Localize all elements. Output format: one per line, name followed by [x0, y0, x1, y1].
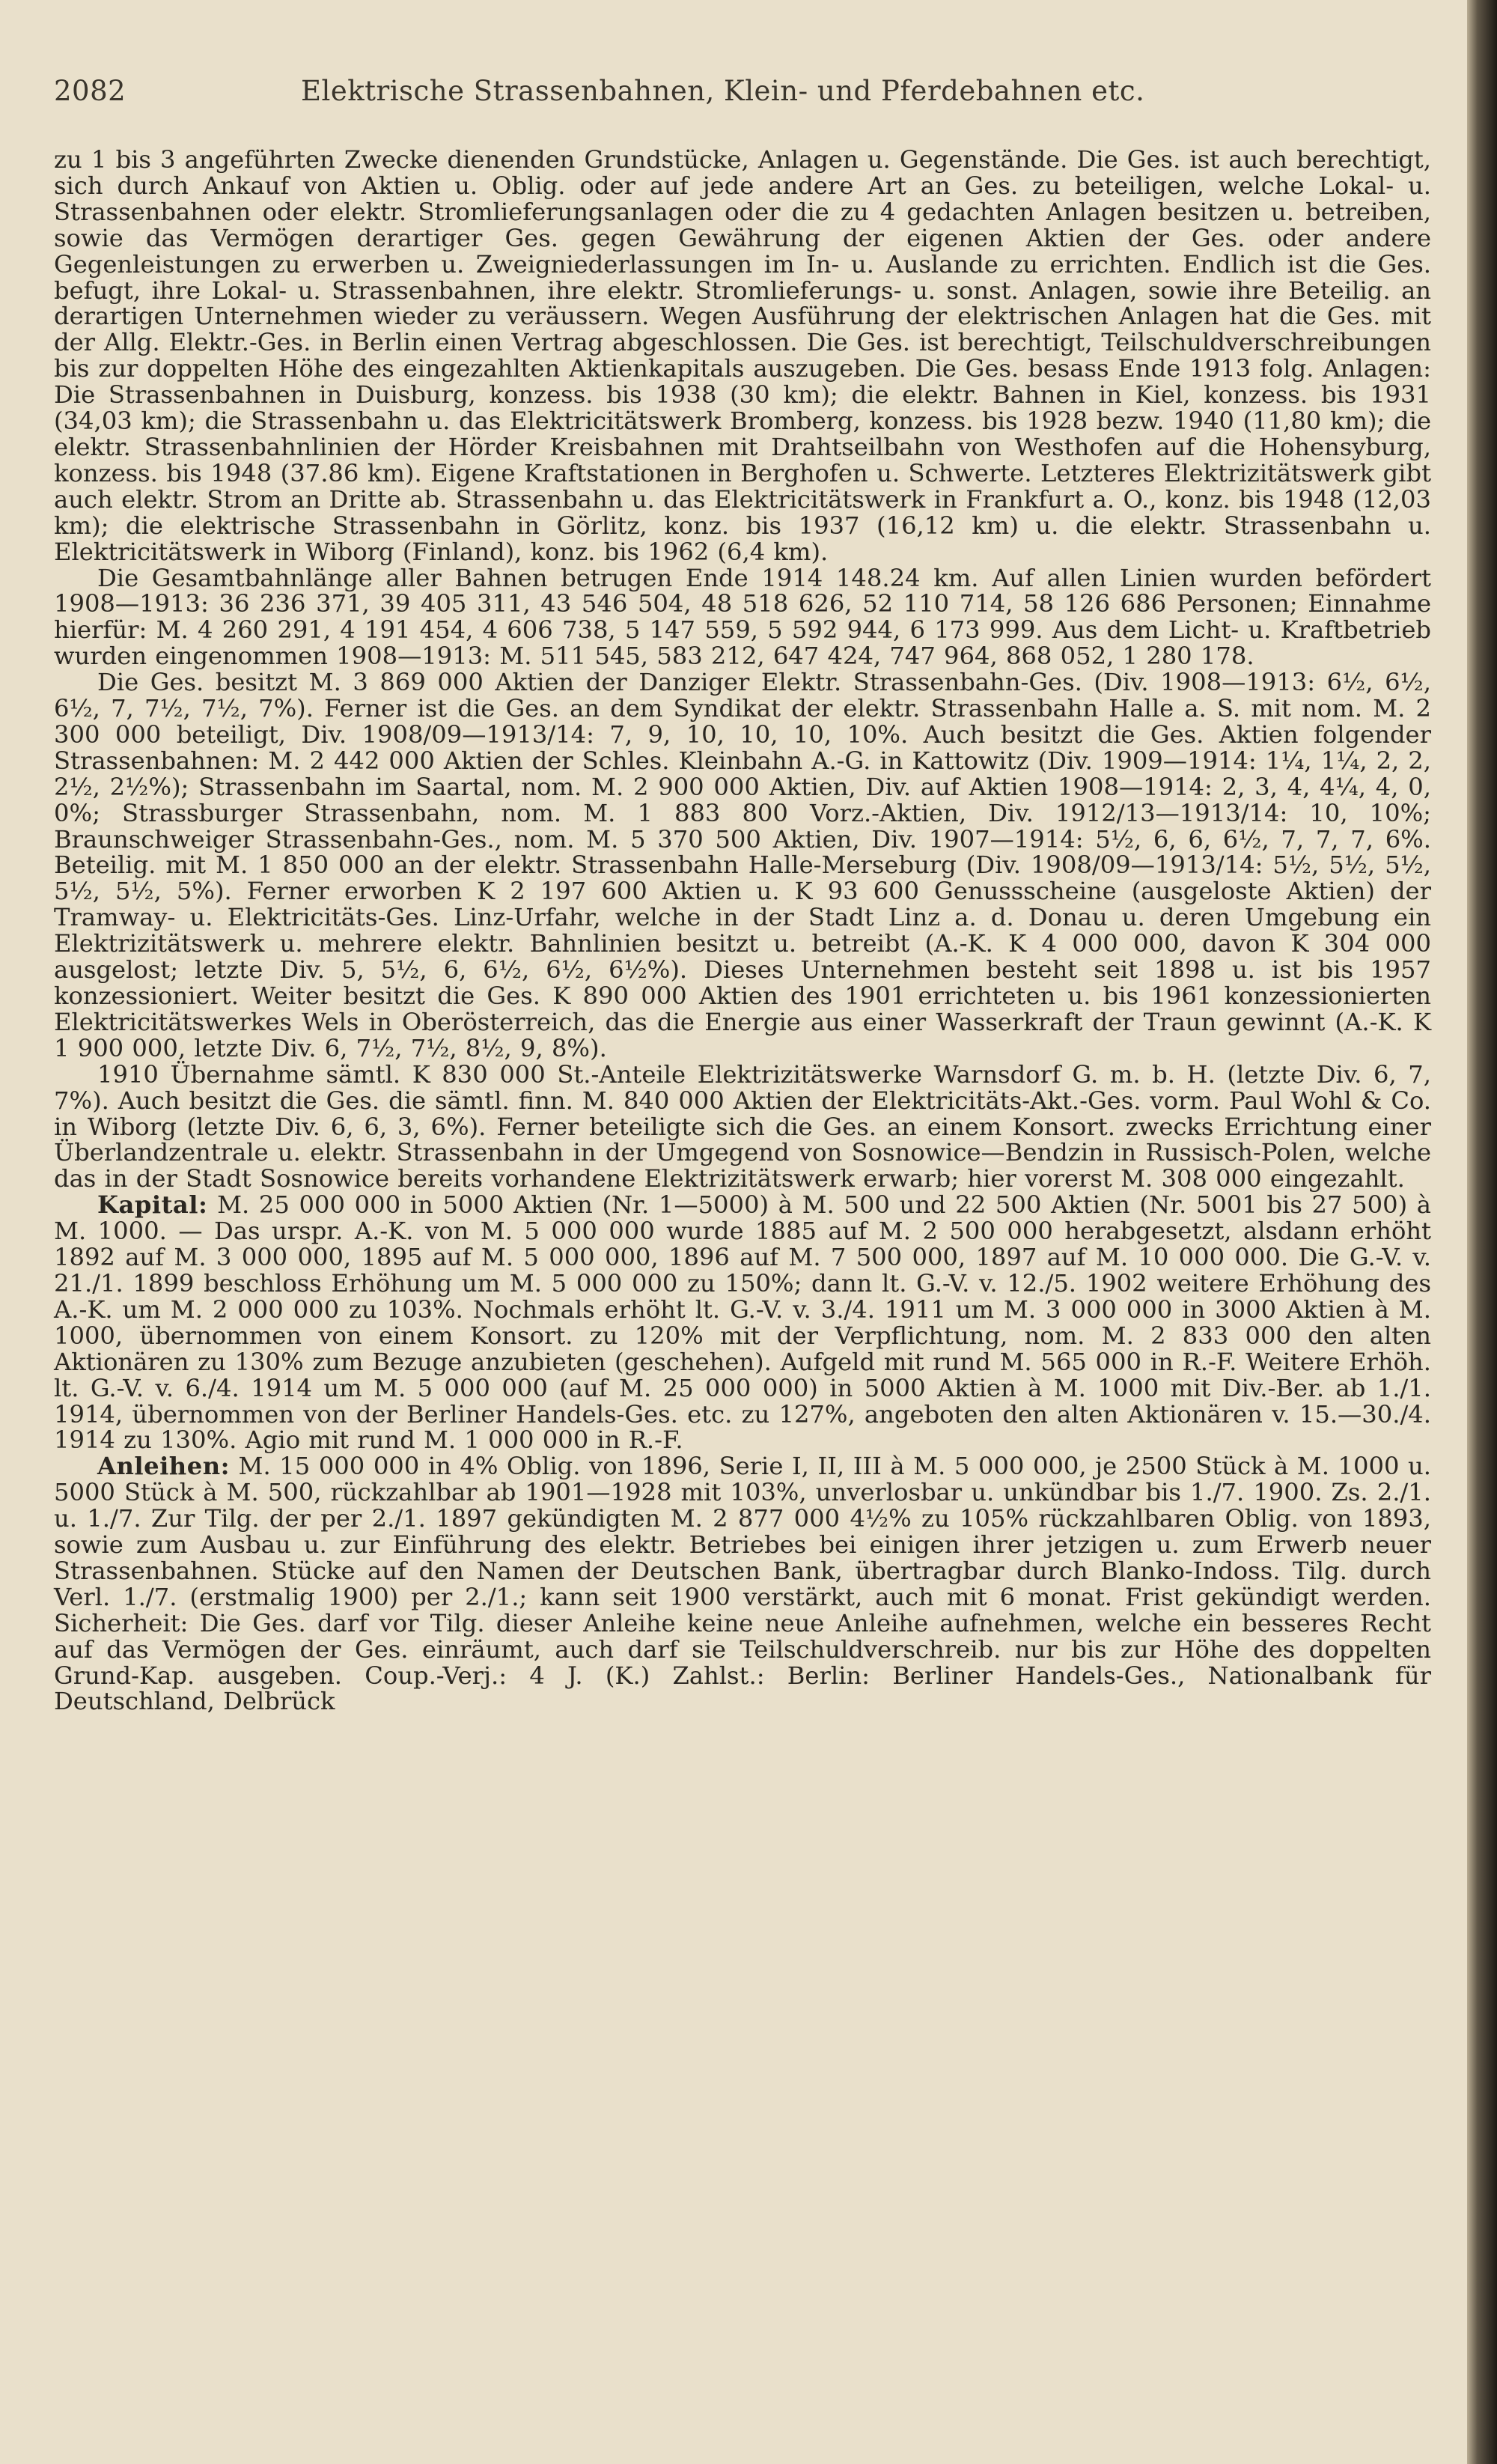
- page-number: 2082: [54, 75, 126, 107]
- paragraph-kapital: Kapital: M. 25 000 000 in 5000 Aktien (Nr. 1—5000) à M. 500 und 22 500 Aktien (Nr. 5001 bis 27 500) à M. 1000. — Das urspr. A.-K. von M. 5 000 000 wurde 1885 auf M. 2 500 000 herabgesetzt, alsdann erhöht 1892 auf M. 3 000 000, 1895 auf M. 5 000 000, 1896 auf M. 7 500 000, 1897 auf M. 10 000 000. Die G.-V. v. 21./1. 1899 beschloss Erhöhung um M. 5 000 000 zu 150%; dann lt. G.-V. v. 12./5. 1902 weitere Erhöhung des A.-K. um M. 2 000 000 zu 103%. Nochmals erhöht lt. G.-V. v. 3./4. 1911 um M. 3 000 000 in 3000 Aktien à M. 1000, übernommen von einem Konsort. zu 120% mit der Verpflichtung, nom. M. 2 833 000 den alten Aktionären zu 130% zum Bezuge anzubieten (geschehen). Aufgeld mit rund M. 565 000 in R.-F. Weitere Erhöh. lt. G.-V. v. 6./4. 1914 um M. 5 000 000 (auf M. 25 000 000) in 5000 Aktien à M. 1000 mit Div.-Ber. ab 1./1. 1914, übernommen von der Berliner Handels-Ges. etc. zu 127%, angeboten den alten Aktionären v. 15.—30./4. 1914 zu 130%. Agio mit rund M. 1 000 000 in R.-F.: [54, 1190, 1431, 1455]
- running-title: Elektrische Strassenbahnen, Klein- und Pferdebahnen etc.: [301, 75, 1145, 107]
- paragraph-purpose: zu 1 bis 3 angeführten Zwecke dienenden Grundstücke, Anlagen u. Gegenstände. Die Ges. ist auch berechtigt, sich durch Ankauf von Aktien u. Oblig. oder auf jede andere Art an Ges. zu beteiligen, welche Lokal- u. Strassenbahnen oder elektr. Stromlieferungsanlagen oder die zu 4 gedachten Anlagen besitzen u. betreiben, sowie das Vermögen derartiger Ges. gegen Gewährung der eigenen Aktien der Ges. oder andere Gegenleistungen zu erwerben u. Zweigniederlassungen im In- u. Auslande zu errichten. Endlich ist die Ges. befugt, ihre Lokal- u. Strassenbahnen, ihre elektr. Stromlieferungs- u. sonst. Anlagen, sowie ihre Beteilig. an derartigen Unternehmen wieder zu veräussern. Wegen Ausführung der elektrischen Anlagen hat die Ges. mit der Allg. Elektr.-Ges. in Berlin einen Vertrag abgeschlossen. Die Ges. ist berechtigt, Teilschuldverschreibungen bis zur doppelten Höhe des eingezahlten Aktienkapitals auszugeben. Die Ges. besass Ende 1913 folg. Anlagen: Die Strassenbahnen in Duisburg, konzess. bis 1938 (30 km); die elektr. Bahnen in Kiel, konzess. bis 1931 (34,03 km); die Strassenbahn u. das Elektricitätswerk Bromberg, konzess. bis 1928 bezw. 1940 (11,80 km); die elektr. Strassenbahnlinien der Hörder Kreisbahnen mit Drahtseilbahn von Westhofen auf die Hohensyburg, konzess. bis 1948 (37.86 km). Eigene Kraftstationen in Berghofen u. Schwerte. Letzteres Elektrizitätswerk gibt auch elektr. Strom an Dritte ab. Strassenbahn u. das Elektricitätswerk in Frankfurt a. O., konz. bis 1948 (12,03 km); die elektrische Strassenbahn in Görlitz, konz. bis 1937 (16,12 km) u. die elektr. Strassenbahn u. Elektricitätswerk in Wiborg (Finland), konz. bis 1962 (6,4 km).: [54, 145, 1431, 566]
- paragraph-network-length: Die Gesamtbahnlänge aller Bahnen betrugen Ende 1914 148.24 km. Auf allen Linien wurden befördert 1908—1913: 36 236 371, 39 405 311, 43 546 504, 48 518 626, 52 110 714, 58 126 686 Personen; Einnahme hierfür: M. 4 260 291, 4 191 454, 4 606 738, 5 147 559, 5 592 944, 6 173 999. Aus dem Licht- u. Kraftbetrieb wurden eingenommen 1908—1913: M. 511 545, 583 212, 647 424, 747 964, 868 052, 1 280 178.: [54, 563, 1431, 671]
- kapital-label: Kapital:: [97, 1190, 208, 1220]
- body-text: [54, 147, 1431, 1715]
- paragraph-shareholdings: Die Ges. besitzt M. 3 869 000 Aktien der Danziger Elektr. Strassenbahn-Ges. (Div. 1908—1913: 6½, 6½, 6½, 7, 7½, 7½, 7%). Ferner ist die Ges. an dem Syndikat der elektr. Strassenbahn Halle a. S. mit nom. M. 2 300 000 beteiligt, Div. 1908/09—1913/14: 7, 9, 10, 10, 10, 10%. Auch besitzt die Ges. Aktien folgender Strassenbahnen: M. 2 442 000 Aktien der Schles. Kleinbahn A.-G. in Kattowitz (Div. 1909—1914: 1¼, 1¼, 2, 2, 2½, 2½%); Strassenbahn im Saartal, nom. M. 2 900 000 Aktien, Div. auf Aktien 1908—1914: 2, 3, 4, 4¼, 4, 0, 0%; Strassburger Strassenbahn, nom. M. 1 883 800 Vorz.-Aktien, Div. 1912/13—1913/14: 10, 10%; Braunschweiger Strassenbahn-Ges., nom. M. 5 370 500 Aktien, Div. 1907—1914: 5½, 6, 6, 6½, 7, 7, 7, 6%. Beteilig. mit M. 1 850 000 an der elektr. Strassenbahn Halle-Merseburg (Div. 1908/09—1913/14: 5½, 5½, 5½, 5½, 5½, 5%). Ferner erworben K 2 197 600 Aktien u. K 93 600 Genussscheine (ausgeloste Aktien) der Tramway- u. Elektricitäts-Ges. Linz-Urfahr, welche in der Stadt Linz a. d. Donau u. deren Umgebung ein Elektrizitätswerk u. mehrere elektr. Bahnlinien besitzt u. betreibt (A.-K. K 4 000 000, davon K 304 000 ausgelost; letzte Div. 5, 5½, 6, 6½, 6½, 6½%). Dieses Unternehmen besteht seit 1898 u. ist bis 1957 konzessioniert. Weiter besitzt die Ges. K 890 000 Aktien des 1901 errichteten u. bis 1961 konzessionierten Elektricitätswerkes Wels in Oberösterreich, das die Energie aus einer Wasserkraft der Traun gewinnt (A.-K. K 1 900 000, letzte Div. 6, 7½, 7½, 8½, 9, 8%).: [54, 668, 1431, 1062]
- anleihen-label: Anleihen:: [97, 1452, 230, 1481]
- page-header: [54, 75, 1431, 120]
- paragraph-anleihen: Anleihen: M. 15 000 000 in 4% Oblig. von 1896, Serie I, II, III à M. 5 000 000, je 2500 Stück à M. 1000 u. 5000 Stück à M. 500, rückzahlbar ab 1901—1928 mit 103%, unverlosbar u. unkündbar bis 1./7. 1900. Zs. 2./1. u. 1./7. Zur Tilg. der per 2./1. 1897 gekündigten M. 2 877 000 4½% zu 105% rückzahlbaren Oblig. von 1893, sowie zum Ausbau u. zur Einführung des elektr. Betriebes bei einigen ihrer jetzigen u. zum Erwerb neuer Strassenbahnen. Stücke auf den Namen der Deutschen Bank, übertragbar durch Blanko-Indoss. Tilg. durch Verl. 1./7. (erstmalig 1900) per 2./1.; kann seit 1900 verstärkt, auch mit 6 monat. Frist gekündigt werden. Sicherheit: Die Ges. darf vor Tilg. dieser Anleihe keine neue Anleihe aufnehmen, welche ein besseres Recht auf das Vermögen der Ges. einräumt, auch darf sie Teilschuldverschreib. nur bis zur Höhe des doppelten Grund-Kap. ausgeben. Coup.-Verj.: 4 J. (K.) Zahlst.: Berlin: Berliner Handels-Ges., Nationalbank für Deutschland, Delbrück: [54, 1452, 1431, 1716]
- book-spine-edge: [1467, 0, 1497, 2464]
- paragraph-acquisitions-1910: 1910 Übernahme sämtl. K 830 000 St.-Anteile Elektrizitätswerke Warnsdorf G. m. b. H. (letzte Div. 6, 7, 7%). Auch besitzt die Ges. die sämtl. finn. M. 840 000 Aktien der Elektricitäts-Akt.-Ges. vorm. Paul Wohl & Co. in Wiborg (letzte Div. 6, 6, 3, 6%). Ferner beteiligte sich die Ges. an einem Konsort. zwecks Errichtung einer Überlandzentrale u. elektr. Strassenbahn in der Umgegend von Sosnowice—Bendzin in Russisch-Polen, welche das in der Stadt Sosnowice bereits vorhandene Elektrizitätswerk erwarb; hier vorerst M. 308 000 eingezahlt.: [54, 1059, 1431, 1193]
